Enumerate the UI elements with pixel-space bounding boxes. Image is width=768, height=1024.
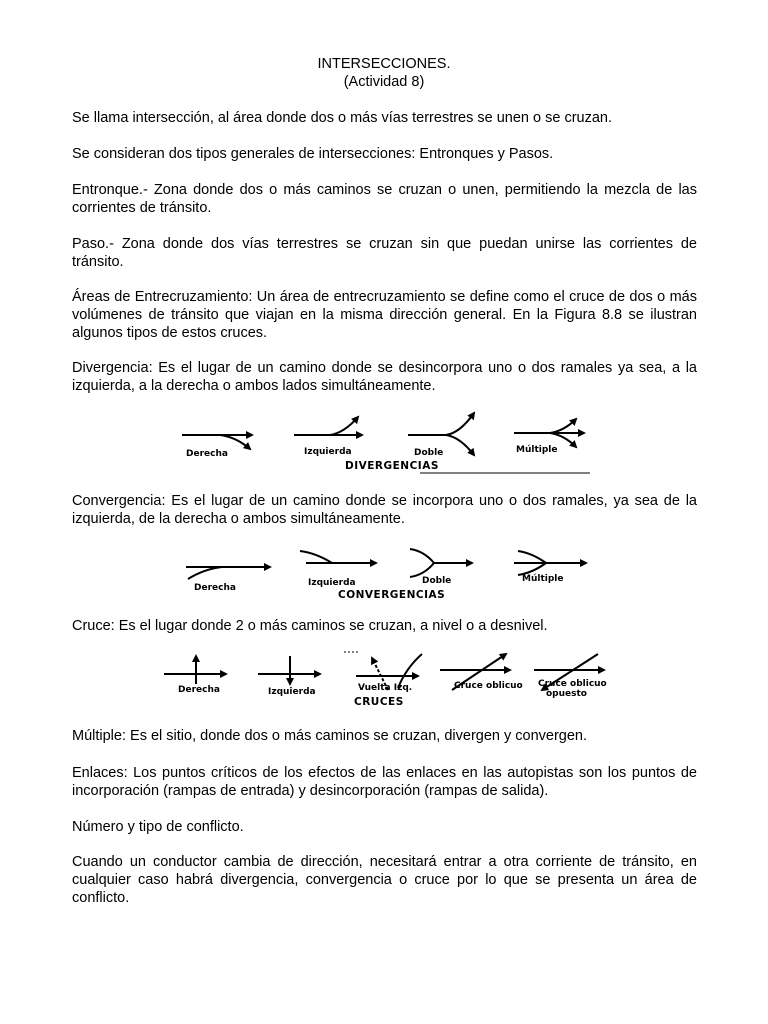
document-subtitle: (Actividad 8) [343,74,425,90]
convergencia-label-doble: Doble [422,576,452,586]
convergencia-doble-glyph [410,549,472,577]
cruce-label-izquierda: Izquierda [268,687,316,697]
paragraph-conflicto: Cuando un conductor cambia de dirección, necesitará entrar a otra corriente de tránsito, en cualquier caso habrá divergencia, convergencia o cruce por lo que se presenta un área de conflicto. [72,854,697,906]
paragraph-entronque: Entronque.- Zona donde dos o más caminos se cruzan o unen, permitiendo la mezcla de las corrientes de tránsito. [72,182,697,216]
convergencia-izquierda-glyph [300,551,376,563]
convergencia-label-derecha: Derecha [194,583,236,593]
cruce-izquierda-glyph [258,656,320,684]
divergencia-label-izquierda: Izquierda [304,447,352,457]
divergencia-label-multiple: Múltiple [516,445,558,455]
divergencia-multiple-glyph [514,419,584,447]
cruce-label-vuelta-izquierda: Vuelta Izq. [358,683,413,693]
cruce-label-derecha: Derecha [178,685,220,695]
cruces-diagram [160,648,610,710]
convergencia-multiple-glyph [514,551,586,575]
paragraph-types: Se consideran dos tipos generales de intersecciones: Entronques y Pasos. [72,146,554,162]
divergencias-caption: DIVERGENCIAS [345,460,439,472]
convergencia-label-multiple: Múltiple [522,574,564,584]
divergencia-derecha-glyph [182,435,252,449]
divergencia-label-doble: Doble [414,448,444,458]
paragraph-multiple: Múltiple: Es el sitio, donde dos o más caminos se cruzan, divergen y convergen. [72,728,588,744]
paragraph-definition: Se llama intersección, al área donde dos o más vías terrestres se unen o se cruzan. [72,110,613,126]
convergencia-label-izquierda: Izquierda [308,578,356,588]
paragraph-paso: Paso.- Zona donde dos vías terrestres se cruzan sin que puedan unirse las corrientes de tránsito. [72,236,697,270]
paragraph-divergencia: Divergencia: Es el lugar de un camino donde se desincorpora uno o dos ramales ya sea, a la izquierda, a la derecha o ambos lados simultáneamente. [72,360,697,394]
cruce-derecha-glyph [164,656,226,684]
cruce-label-oblicuo-opuesto-2: opuesto [546,689,587,699]
convergencia-derecha-glyph [186,567,270,579]
paragraph-cruce: Cruce: Es el lugar donde 2 o más caminos se cruzan, a nivel o a desnivel. [72,618,548,634]
cruce-label-oblicuo: Cruce oblicuo [454,681,523,691]
figure-cruces [160,648,610,710]
cruces-caption: CRUCES [354,696,404,708]
convergencias-caption: CONVERGENCIAS [338,589,446,601]
paragraph-convergencia: Convergencia: Es el lugar de un camino donde se incorpora uno o dos ramales, ya sea de la izquierda, de la derecha o ambos simultáneamente. [72,493,697,527]
divergencia-izquierda-glyph [294,417,362,435]
divergencias-diagram [170,405,600,477]
divergencia-label-derecha: Derecha [186,449,228,459]
paragraph-enlaces: Enlaces: Los puntos críticos de los efectos de las enlaces en las autopistas son los puntos de incorporación (rampas de entrada) y desincorporación (rampas de salida). [72,765,697,799]
figure-divergencias [170,405,600,477]
document-title: INTERSECCIONES. [317,56,451,72]
convergencias-diagram [172,543,602,605]
figure-convergencias [172,543,602,605]
cruce-label-oblicuo-opuesto-1: Cruce oblicuo [538,679,607,689]
paragraph-conflicto-titulo: Número y tipo de conflicto. [72,819,244,835]
paragraph-entrecruzamiento: Áreas de Entrecruzamiento: Un área de entrecruzamiento se define como el cruce de dos o más volúmenes de tránsito que viajan en la misma dirección general. En la Figura 8.8 se ilustran algunos tipos de estos cruces. [72,289,697,341]
